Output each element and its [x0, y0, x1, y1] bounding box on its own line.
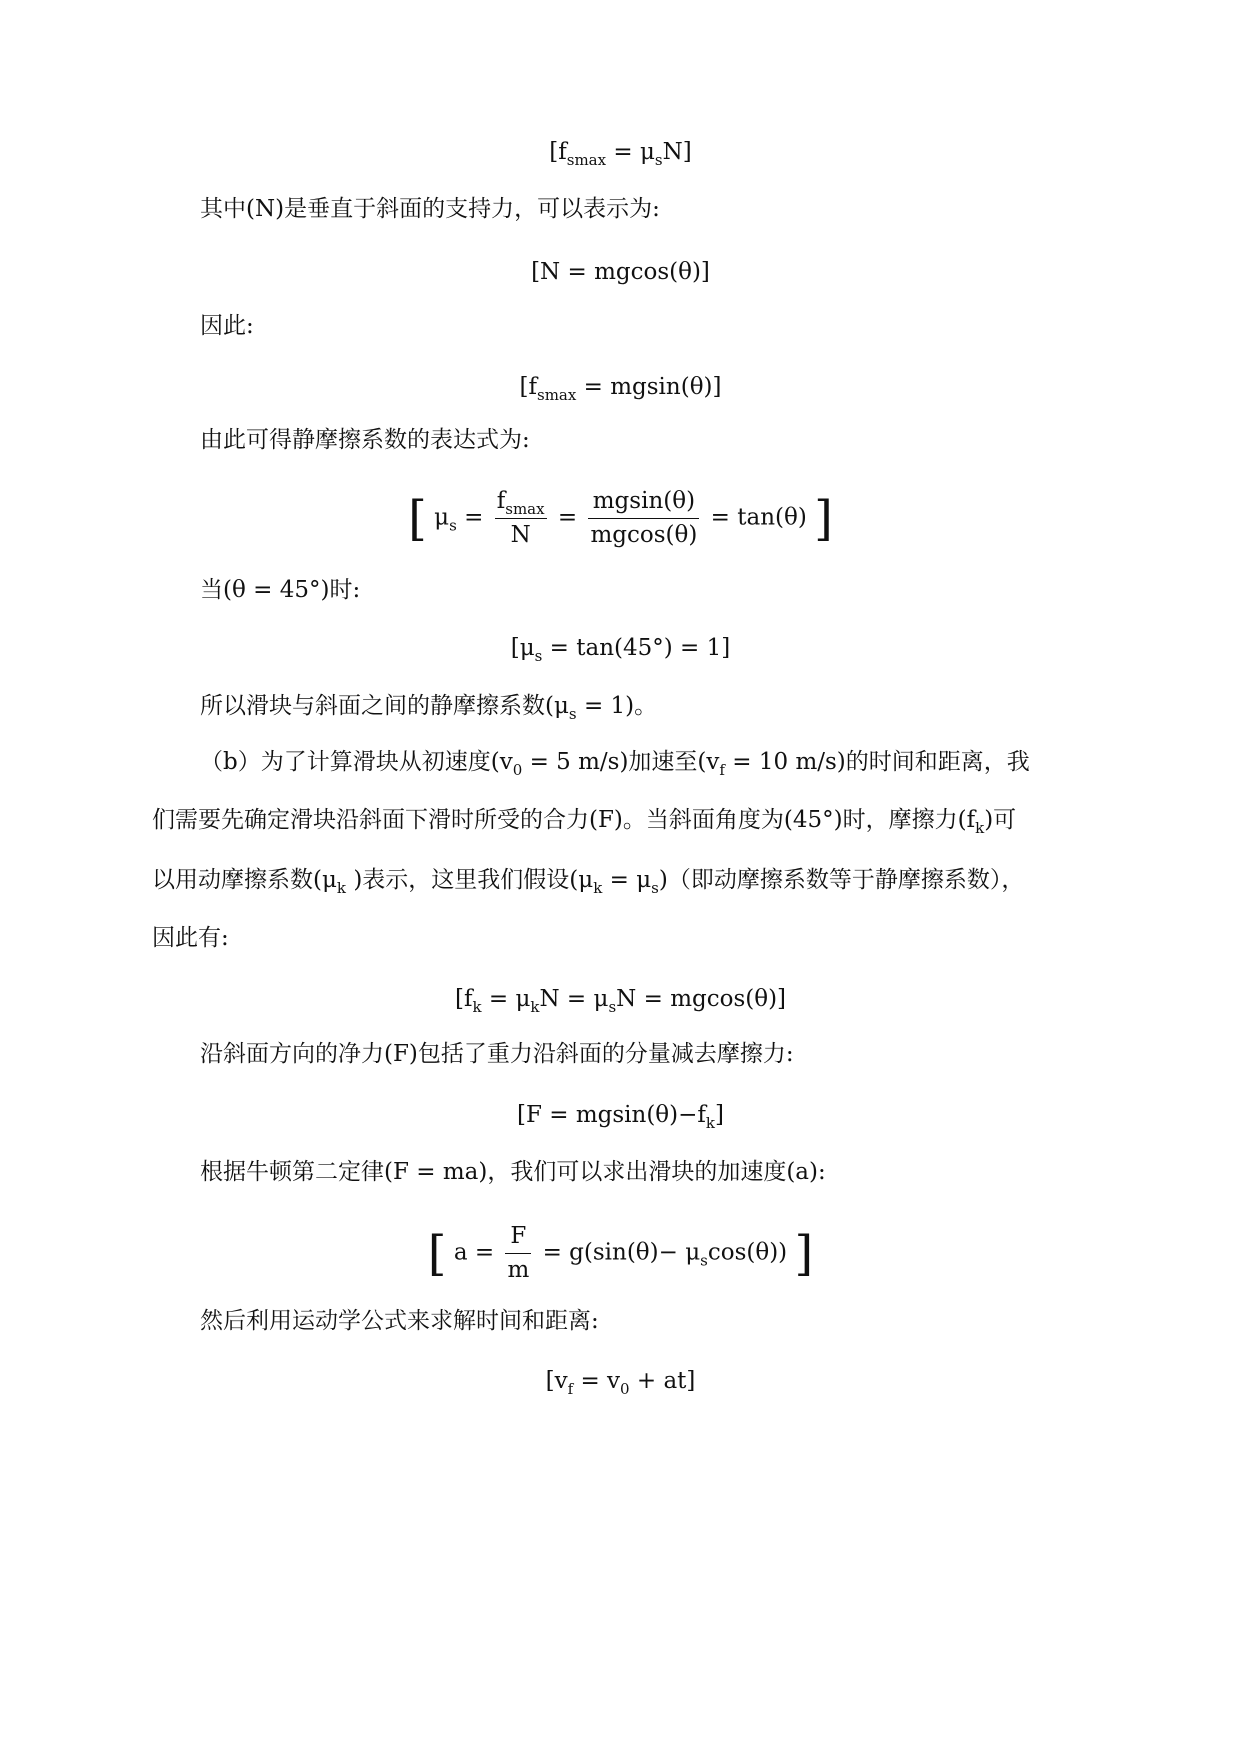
- fraction-fsmax-over-n: $\frac{f_{smax}}{N}$: [496, 488, 545, 548]
- paragraph-net-force-intro: 沿斜面方向的净力(F)包括了重力沿斜面的分量减去摩擦力:: [200, 1041, 794, 1067]
- fraction-f-over-m: $\frac{F}{m}$: [507, 1223, 530, 1283]
- paragraph-b-line-1: （b）为了计算滑块从初速度($v_0 = 5$ m/s)加速至($v_f = 10$ m/s)的时间和距离，我: [200, 749, 1030, 779]
- paragraph-b-line-2: 们需要先确定滑块沿斜面下滑时所受的合力(F)。当斜面角度为(45°)时，摩擦力$(f_k)$可: [152, 807, 1017, 837]
- fraction-sin-over-cos: $\frac{mgsin(\theta)}{mgcos(\theta)}$: [590, 488, 698, 548]
- paragraph-therefore: 因此:: [200, 313, 254, 339]
- paragraph-newton-second-law: 根据牛顿第二定律(F = ma)，我们可以求出滑块的加速度(a):: [200, 1159, 826, 1185]
- paragraph-when-theta-45: 当(θ = 45°)时:: [200, 577, 361, 603]
- equation-coefficient-fraction: [ $\mu_s$ = $\frac{f_{smax}}{N}$ = $\frac{mgsin(\theta)}{mgcos(\theta)}$ = tan(θ) ]: [408, 488, 833, 548]
- equation-final-velocity: $[v_f = v_0 + at]$: [545, 1368, 696, 1398]
- paragraph-b-line-3: 以用动摩擦系数($\mu_k$ )表示，这里我们假设$(\mu_k = \mu_s)$（即动摩擦系数等于静摩擦系数），: [152, 867, 1025, 897]
- equation-kinetic-friction: $[f_k = \mu_kN = \mu_sN = mgcos(\theta)]$: [454, 986, 787, 1016]
- equation-net-force: $[F = mgsin(\theta)-f_k]$: [517, 1102, 724, 1132]
- paragraph-coefficient-expression: 由此可得静摩擦系数的表达式为:: [200, 427, 530, 453]
- equation-max-friction-sin: $[f_{smax} = mgsin(\theta)]$: [519, 374, 722, 404]
- paragraph-kinematics-intro: 然后利用运动学公式来求解时间和距离:: [200, 1308, 599, 1334]
- equation-normal-force: [N = mgcos(θ)]: [531, 259, 710, 285]
- equation-mu-equals-one: $[\mu_s = \tan(45^\circ) = 1]$: [510, 635, 731, 665]
- paragraph-static-coefficient-result: 所以滑块与斜面之间的静摩擦系数$(\mu_s = 1)$。: [200, 693, 658, 723]
- paragraph-b-line-4: 因此有:: [152, 925, 229, 951]
- equation-acceleration: [ a = $\frac{F}{m}$ = $g(\sin(\theta)- \mu_s\cos(\theta))$ ]: [427, 1223, 814, 1283]
- paragraph-normal-force-intro: 其中(N)是垂直于斜面的支持力，可以表示为:: [200, 196, 660, 222]
- equation-max-static-friction: $[f_{smax} = \mu_sN]$: [549, 139, 692, 169]
